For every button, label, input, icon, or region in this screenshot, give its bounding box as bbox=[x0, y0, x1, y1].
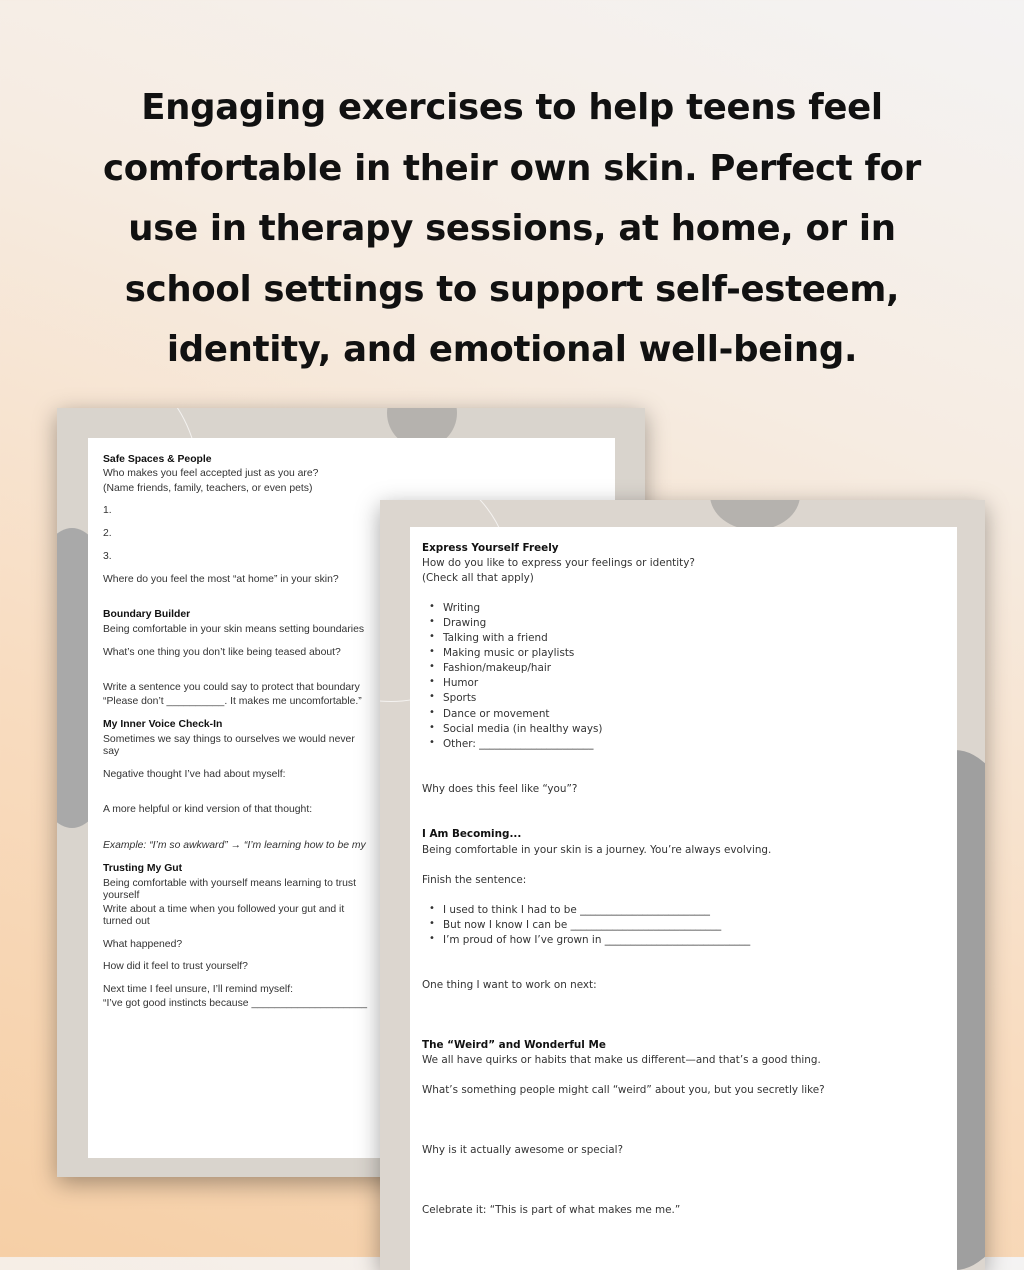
bullet-icon: • bbox=[429, 661, 435, 672]
worksheet-text: What’s something people might call “weird” about you, but you secretly like? bbox=[422, 1084, 825, 1096]
worksheet-text: Being comfortable in your skin is a journey. You’re always evolving. bbox=[422, 844, 772, 856]
worksheet-text: How do you like to express your feelings or identity? bbox=[422, 557, 695, 569]
worksheet-text: A more helpful or kind version of that thought: bbox=[103, 804, 313, 815]
worksheet-text: Example: “I’m so awkward” → “I’m learning how to be my bbox=[103, 840, 366, 851]
list-item: But now I know I can be _____________________________ bbox=[443, 919, 722, 931]
worksheet-text-column bbox=[103, 454, 369, 1010]
list-item: Dance or movement bbox=[443, 708, 550, 720]
list-item: Talking with a friend bbox=[443, 632, 548, 644]
worksheet-content bbox=[410, 527, 957, 1270]
list-item: Humor bbox=[443, 677, 479, 689]
worksheet-text: Where do you feel the most “at home” in your skin? bbox=[103, 574, 339, 585]
bullet-icon: • bbox=[429, 631, 435, 642]
worksheet-text: What’s one thing you don’t like being teased about? bbox=[103, 647, 341, 658]
section-heading: Safe Spaces & People bbox=[103, 454, 212, 465]
bullet-icon: • bbox=[429, 903, 435, 914]
list-item: Writing bbox=[443, 602, 481, 614]
decorative-shape bbox=[710, 500, 800, 530]
list-item: Making music or playlists bbox=[443, 647, 575, 659]
worksheet-text: How did it feel to trust yourself? bbox=[103, 961, 248, 972]
worksheet-text: Being comfortable in your skin means setting boundaries bbox=[103, 624, 365, 635]
bullet-icon: • bbox=[429, 601, 435, 612]
worksheet-text: Next time I feel unsure, I’ll remind myself: bbox=[103, 984, 293, 995]
worksheet-text: 2. bbox=[103, 528, 112, 539]
bullet-icon: • bbox=[429, 737, 435, 748]
list-item: Other: ______________________ bbox=[443, 738, 594, 750]
section-heading: My Inner Voice Check-In bbox=[103, 719, 223, 730]
section-heading: The “Weird” and Wonderful Me bbox=[422, 1039, 606, 1051]
worksheet-text: “I’ve got good instincts because ____________________ bbox=[103, 998, 368, 1009]
worksheet-text: “Please don’t __________. It makes me uncomfortable.” bbox=[103, 696, 362, 707]
section-heading: Express Yourself Freely bbox=[422, 542, 559, 554]
section-heading: Trusting My Gut bbox=[103, 863, 183, 874]
bullet-icon: • bbox=[429, 646, 435, 657]
worksheet-text: Who makes you feel accepted just as you are? bbox=[103, 468, 319, 479]
list-item: Drawing bbox=[443, 617, 487, 629]
worksheet-text: Celebrate it: “This is part of what makes me me.” bbox=[422, 1204, 681, 1216]
bullet-icon: • bbox=[429, 616, 435, 627]
worksheet-text: (Name friends, family, teachers, or even pets) bbox=[103, 483, 313, 494]
list-item: Fashion/makeup/hair bbox=[443, 662, 552, 674]
worksheet-text: One thing I want to work on next: bbox=[422, 979, 597, 991]
headline-line: Engaging exercises to help teens feel bbox=[141, 87, 883, 128]
headline-line: identity, and emotional well-being. bbox=[166, 329, 858, 370]
headline-line: use in therapy sessions, at home, or in bbox=[128, 208, 896, 249]
worksheet-text: Write about a time when you followed your gut and it turned out bbox=[103, 904, 345, 927]
headline bbox=[0, 78, 1024, 381]
headline-line: school settings to support self-esteem, bbox=[124, 268, 900, 310]
bullet-icon: • bbox=[429, 691, 435, 702]
worksheet-text: (Check all that apply) bbox=[422, 572, 534, 584]
worksheet-text: Being comfortable with yourself means learning to trust yourself bbox=[103, 878, 356, 901]
worksheet-text: Negative thought I’ve had about myself: bbox=[103, 769, 286, 780]
worksheet-text: Why does this feel like “you”? bbox=[422, 783, 578, 795]
worksheet-text: 1. bbox=[103, 505, 112, 516]
list-item: Social media (in healthy ways) bbox=[443, 723, 603, 735]
worksheet-text: 3. bbox=[103, 551, 112, 562]
worksheet-text: Sometimes we say things to ourselves we would never say bbox=[103, 734, 355, 757]
list-item: I’m proud of how I’ve grown in ____________________________ bbox=[443, 934, 751, 946]
worksheet-text: Finish the sentence: bbox=[422, 874, 527, 886]
section-heading: Boundary Builder bbox=[103, 609, 191, 620]
section-heading: I Am Becoming... bbox=[422, 828, 522, 840]
bullet-icon: • bbox=[429, 722, 435, 733]
worksheet-page-front bbox=[380, 500, 985, 1270]
bullet-icon: • bbox=[429, 933, 435, 944]
worksheet-text: Why is it actually awesome or special? bbox=[422, 1144, 624, 1156]
worksheet-text: Write a sentence you could say to protect that boundary bbox=[103, 682, 360, 693]
headline-line: comfortable in their own skin. Perfect for bbox=[103, 147, 921, 189]
bullet-icon: • bbox=[429, 918, 435, 929]
bullet-icon: • bbox=[429, 676, 435, 687]
list-item: I used to think I had to be _________________________ bbox=[443, 904, 710, 916]
list-item: Sports bbox=[443, 692, 477, 704]
bullet-icon: • bbox=[429, 707, 435, 718]
worksheet-text: What happened? bbox=[103, 939, 183, 950]
worksheet-text: We all have quirks or habits that make us different—and that’s a good thing. bbox=[422, 1054, 821, 1066]
